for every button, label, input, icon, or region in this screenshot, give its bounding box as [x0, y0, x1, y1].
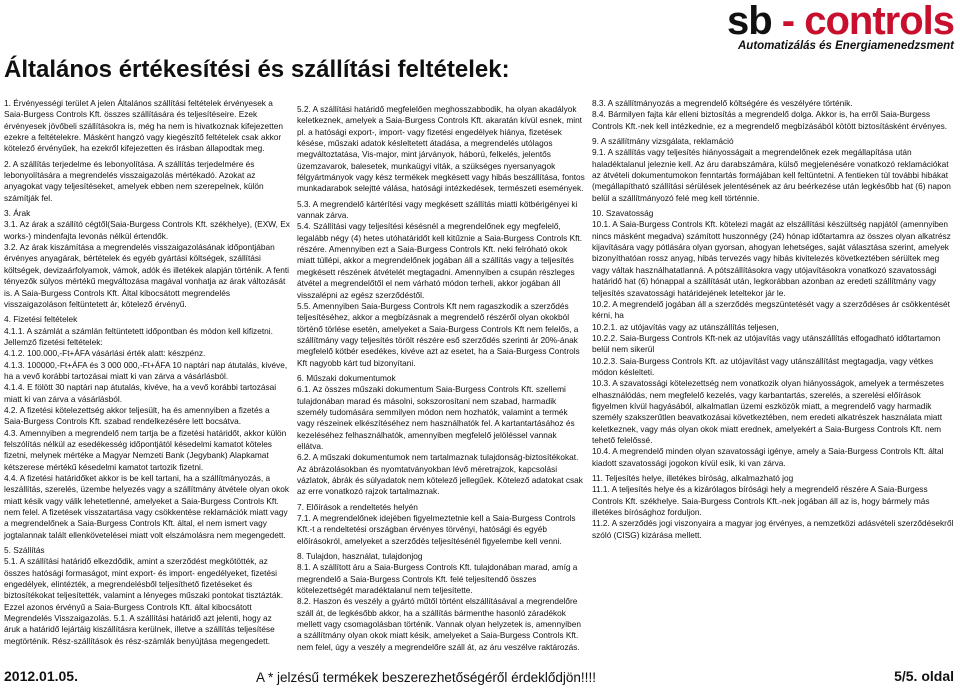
- logo-controls: controls: [804, 0, 954, 43]
- company-logo: [716, 0, 954, 56]
- section-paragraph: 10. Szavatosság 10.1. A Saia-Burgess Controls Kft. kötelezi magát az elszállítási készültség napjától (amennyiben nincs másként megadva) számított huszonnégy (24) hónap időtartamra az összes olyan alkatrész kijavítására vagy pótlására olyan gyorsan, ahogyan lehetséges, saját választása szerint, amelyek bizonyíthatóan rossz anyag, hibás tervezés vagy hibás kivitelezés következtében sérültek meg vagy váltak használhatatlanná. A pótszállításokra vagy utójavításokra vonatkozó szavatossági határidő hat (6) hónappal a szállítását után, legkorábban azonban az eredeti szállítmány vagy teljesítés szavatossági határidejének leteltekor jár le. 10.2. A megrendelő jogában áll a szerződés megszüntetését vagy a szerződéses ár csökkentését kérni, ha 10.2.1. az utójavítás vagy az utánszállítás teljesen, 10.2.2. Saia-Burgess Controls Kft-nek az utójavítás vagy utánszállítás elfogadható időtartamon belül nem sikerül 10.2.3. Saia-Burgess Controls Kft. az utójavítást vagy utánszállítást megtagadja, vagy vétkes módon késlelteti. 10.3. A szavatossági kötelezettség nem vonatkozik olyan hiányosságok, amelyek a természetes elhasználódás, nem megfelelő kezelés, vagy karbantartás, szerelés, a szerelési előírások figyelmen kívül hagyásából, alkalmatlan üzemi eszközök miatt, a megrendelő vagy harmadik személy szakszerűtlen beavatkozásai következtében, nem eredeti alkatrészek használata miatt keletkeznek, vagy más olyan okok miatt erednek, amelyekért a Saia-Burgess Controls Kft. nem tehető felelőssé. 10.4. A megrendelő minden olyan szavatossági igénye, amely a Saia-Burgess Controls Kft. által kiadott szavatossági jogokon kívül esik, ki van zárva.: [592, 208, 951, 468]
- section-paragraph: 6. Műszaki dokumentumok 6.1. Az összes műszaki dokumentum Saia-Burgess Controls Kft. szellemi tulajdonában marad és másolni, sokszorosítani nem szabad, harmadik személy tudomására semmilyen módon nem hozhatók, valamint a termék vagy részeinek elkészítéséhez nem használhatók fel. A kartantartásához és kezeléséhez felhasználhatók, amennyiben megfelelő jelöléssel vannak ellátva. 6.2. A műszaki dokumentumok nem tartalmaznak tulajdonság-biztosítékokat. Az ábrázolásokban és nyomtatványokban lévő méretrajzok, kapcsolási vázlatok, ábrák és súlyadatok nem kötelező jellegűek. Kötelező adatokat csak az erre vonatkozó rajzok tartalmaznak.: [297, 372, 583, 497]
- logo-wordmark: [716, 0, 954, 43]
- logo-tagline: Automatizálás és Energiamenedzsment: [737, 40, 954, 52]
- page-title: Általános értékesítési és szállítási feltételek:: [4, 56, 510, 83]
- logo-separator: -: [771, 0, 805, 43]
- footer-date: 2012.01.05.: [4, 668, 78, 684]
- section-paragraph: 8.3. A szállítmányozás a megrendelő költségére és veszélyére történik. 8.4. Bármilyen fajta kár elleni biztosítás a megrendelő dolga. Akkor is, ha erről Saia-Burgess Controls Kft.-nek kell intézkednie, ez a megrendelő megbízásából kötött biztosításként érvényes.: [592, 98, 948, 131]
- terms-column-2: [297, 104, 585, 657]
- section-paragraph: 1. Érvényességi terület A jelen Általános szállítási feltételek érvényesek a Saia-Burgess Controls Kft. összes szállítására és teljesítéseire. Ezek érvényesek jövőbeli szállításokra is, még ha nem is hivatkoznak kifejezetten ezekre a feltételekre. Másként hangzó vagy kiegészítő feltételek csak akkor kötelező érvényűek, ha ezekről kifejezetten és írásban állapodtak meg.: [4, 98, 284, 154]
- section-paragraph: 9. A szállítmány vizsgálata, reklamáció 9.1. A szállítás vagy teljesítés hiányosságait a megrendelőnek ezek megállapítása után haladéktalanul jeleznie kell. Az áru darabszámára, külső megjelenésére vonatkozó reklamációkat az átvételi dokumentumokon fenntartás formájában kell feltüntetni. A fentieken túl további hibákat (megállapítható szállítási sérülések jelentésének az áru beérkezése után legkésőbb hat (6) napon belül a szállítmányozó felé meg kell történnie.: [592, 136, 951, 203]
- footer-note: A * jelzésű termékek beszerezhetőségéről érdeklődjön!!!!: [256, 670, 596, 685]
- section-paragraph: 4. Fizetési feltételek 4.1.1. A számlát a számlán feltüntetett időpontban és módon kell kifizetni. Jellemző fizetési feltételek: 4.1.2. 100.000,-Ft+ÁFA vásárlási érték alatt: készpénz. 4.1.3. 100000,-Ft+ÁFA és 3 000 000,-Ft+ÁFA 10 naptári nap átutalás, kivéve, ha a vevő korábbi tartozásai miatt ki van zárva a vásárlásból. 4.1.4. E fölött 30 naptári nap átutalás, kivéve, ha a vevő korábbi tartozásai miatt ki van zárva a vásárlásból. 4.2. A fizetési kötelezettség akkor teljesült, ha és amennyiben a fizetés a Saia-Burgess Controls Kft. szabad rendelkezésére lett bocsátva. 4.3. Amennyiben a megrendelő nem tartja be a fizetési határidőt, akkor külön felszólítás nélkül az esedékesség időpontjától késedelmi kamatot köteles fizetni, melynek mértéke a Magyar Nemzeti Bank (Jegybank) Alapkamat kétszerese mértékű késedelmi kamatot tartozik fizetni. 4.4. A fizetési határidőket akkor is be kell tartani, ha a szállítmányozás, a leszállítás, szerelés, üzembe helyezés vagy a szállítmány átvétele olyan okok miatt késik vagy válik lehetetlenné, amelyeket a Saia-Burgess Controls Kft. nem felel. A fizetések visszatartása vagy csökkentése reklamációk miatt vagy a megrendelőnek a Saia-Burgess Controls Kft. által, el nem ismert vagy jogtalannak talált ellenkövetelései miatt volt elszámolásra nem megengedett.: [4, 314, 289, 540]
- terms-column-3: [592, 98, 958, 545]
- section-paragraph: 5.2. A szállítási határidő megfelelően meghosszabbodik, ha olyan akadályok keletkeznek, amelyek a Saia-Burgess Controls Kft. akaratán kívül esnek, mint pl. a hatósági export-, import- vagy fizetési engedélyek hiánya, fizetések késése, műszaki adatok késleltetett átadása, a megrendelés utólagos megváltoztatása, Vis-major, mint járványok, háború, felkelés, jelentős üzemzavarok, balesetek, munkaügyi viták, a szükséges nyersanyagok félgyártmányok vagy kész termékek megkésett vagy hibás beszállítása, fontos munkadarabok selejtté válása, hatósági intézkedések, természeti események.: [297, 104, 585, 194]
- section-paragraph: 8. Tulajdon, használat, tulajdonjog 8.1. A szállított áru a Saia-Burgess Controls Kft. tulajdonában marad, amíg a megrendelő a Saia-Burgess Controls Kft. felé teljesítendő összes kötelezettségét maradéktalanul nem teljesítette. 8.2. Haszon és veszély a gyártó műtől történt elszállításával a megrendelőre száll át, de legkésőbb akkor, ha a szállítás bármenthe hasonló záradékok mellett vagy csomagolásban történik. Vannak olyan helyzetek is, amennyiben a szállítmány olyan okok miatt késik, amelyeket a Saia-Burgess Controls Kft. nem felel, úgy a veszély a megrendelőre száll át, az áru veszélve raktározás.: [297, 551, 581, 652]
- section-paragraph: 5.3. A megrendelő kártérítési vagy megkésett szállítás miatti kötbérigényei ki vannak zárva. 5.4. Szállítási vagy teljesítési késésnél a megrendelőnek egy megfelelő, legalább négy (4) hetes utóhatáridőt kell kitűznie a Saia-Burgess Controls Kft. részére. Amennyiben ezt a Saia-Burgess Controls Kft. neki felróható okok miatt túllépi, akkor a megrendelőnek jogában áll a szállítás vagy a teljesítés megkésett részének átvételét megtagadni. Amennyiben a csupán részleges átvétel a megrendelőtől el nem várható módon terheli, akkor jogában áll visszalépni az egész szerződéstől. 5.5. Amennyiben Saia-Burgess Controls Kft nem ragaszkodik a szerződés teljesítéséhez, akkor a megbízásnak a megrendelő részéről olyan okokból történő törlése esetén, amelyeket a Saia-Burgess Controls Kft nem felelős, a szállítmány vagy teljesítés törölt részére eső szerződés szerinti ár 20%-ának megfelelő kötbér esedékes, kivéve azt az esetet, ha a Saia-Burgess Controls Kft nagyobb kárt tud bizonyítani.: [297, 198, 583, 368]
- section-paragraph: 5. Szállítás 5.1. A szállítási határidő elkezdődik, amint a szerződést megkötötték, az összes hatósági formaságot, mint export- és import- engedélyeket, fizetési engedélyek, elintézték, a megrendelésből teljesíthető fizetéseket és biztosítékokat teljesítették, valamint a lényeges műszaki pontokat tisztázták. Ezzel azonos érvényű a Saia-Burgess Controls Kft. által kibocsátott Megrendelés Visszaigazolás. 5.1. A szállítási határidő azt jelenti, hogy az áruk a határidő lejártáig kiszállításra kerülnek, illetve a szállítás teljesítése megtörténik. Rész-szállítások és rész-számlák benyújtása megengedett.: [4, 545, 284, 646]
- section-paragraph: 11. Teljesítés helye, illetékes bíróság, alkalmazható jog 11.1. A teljesítés helye és a kizárólagos bírósági hely a megrendelő részére A Saia-Burgess Controls Kft. székhelye. Saia-Burgess Controls Kft.-nek jogában áll az is, hogy bármely más illetékes bírósághoz forduljon. 11.2. A szerződés jogi viszonyaira a magyar jog érvényes, a nemzetközi adásvételi szerződésekről szóló (CISG) kizárása mellett.: [592, 473, 954, 540]
- page-number: 5/5. oldal: [894, 668, 954, 684]
- logo-sb: sb: [726, 0, 772, 43]
- section-paragraph: 2. A szállítás terjedelme és lebonyolítása. A szállítás terjedelmére és lebonyolítására a megrendelés visszaigazolás mértékadó. Azokat az anyagokat vagy teljesítéseket, amelyek ebben nem szerepelnek, külön számítják fel.: [4, 158, 264, 203]
- section-paragraph: 7. Előírások a rendeltetés helyén 7.1. A megrendelőnek idejében figyelmeztetnie kell a Saia-Burgess Controls Kft.-t a rendeltetési országban érvényes törvényi, hatósági és egyéb előírásokról, amelyeket a szerződés teljesítésénél figyelembe kell venni.: [297, 501, 576, 546]
- terms-column-1: [4, 98, 290, 651]
- section-paragraph: 3. Árak 3.1. Az árak a szállító cégtől(Saia-Burgess Controls Kft. székhelye), (EXW, Ex works-) mindenfajta levonás nélkül értendők. 3.2. Az árak kiszámítása a megrendelés visszaigazolásának időpontjában érvényes anyagárak, bértételek és egyéb gyártási költségek, szállítási költségek, devizaárfolyamok, vámok, adók és illetékek alapján történik. A fenti tényezők súlyos mértékű megváltozása magával vonhatja az árak változását is. A Saia-Burgess Controls Kft. Által kibocsátott megrendelés visszaigazoláson feltüntetett ár, kötelező érvényű.: [4, 208, 290, 309]
